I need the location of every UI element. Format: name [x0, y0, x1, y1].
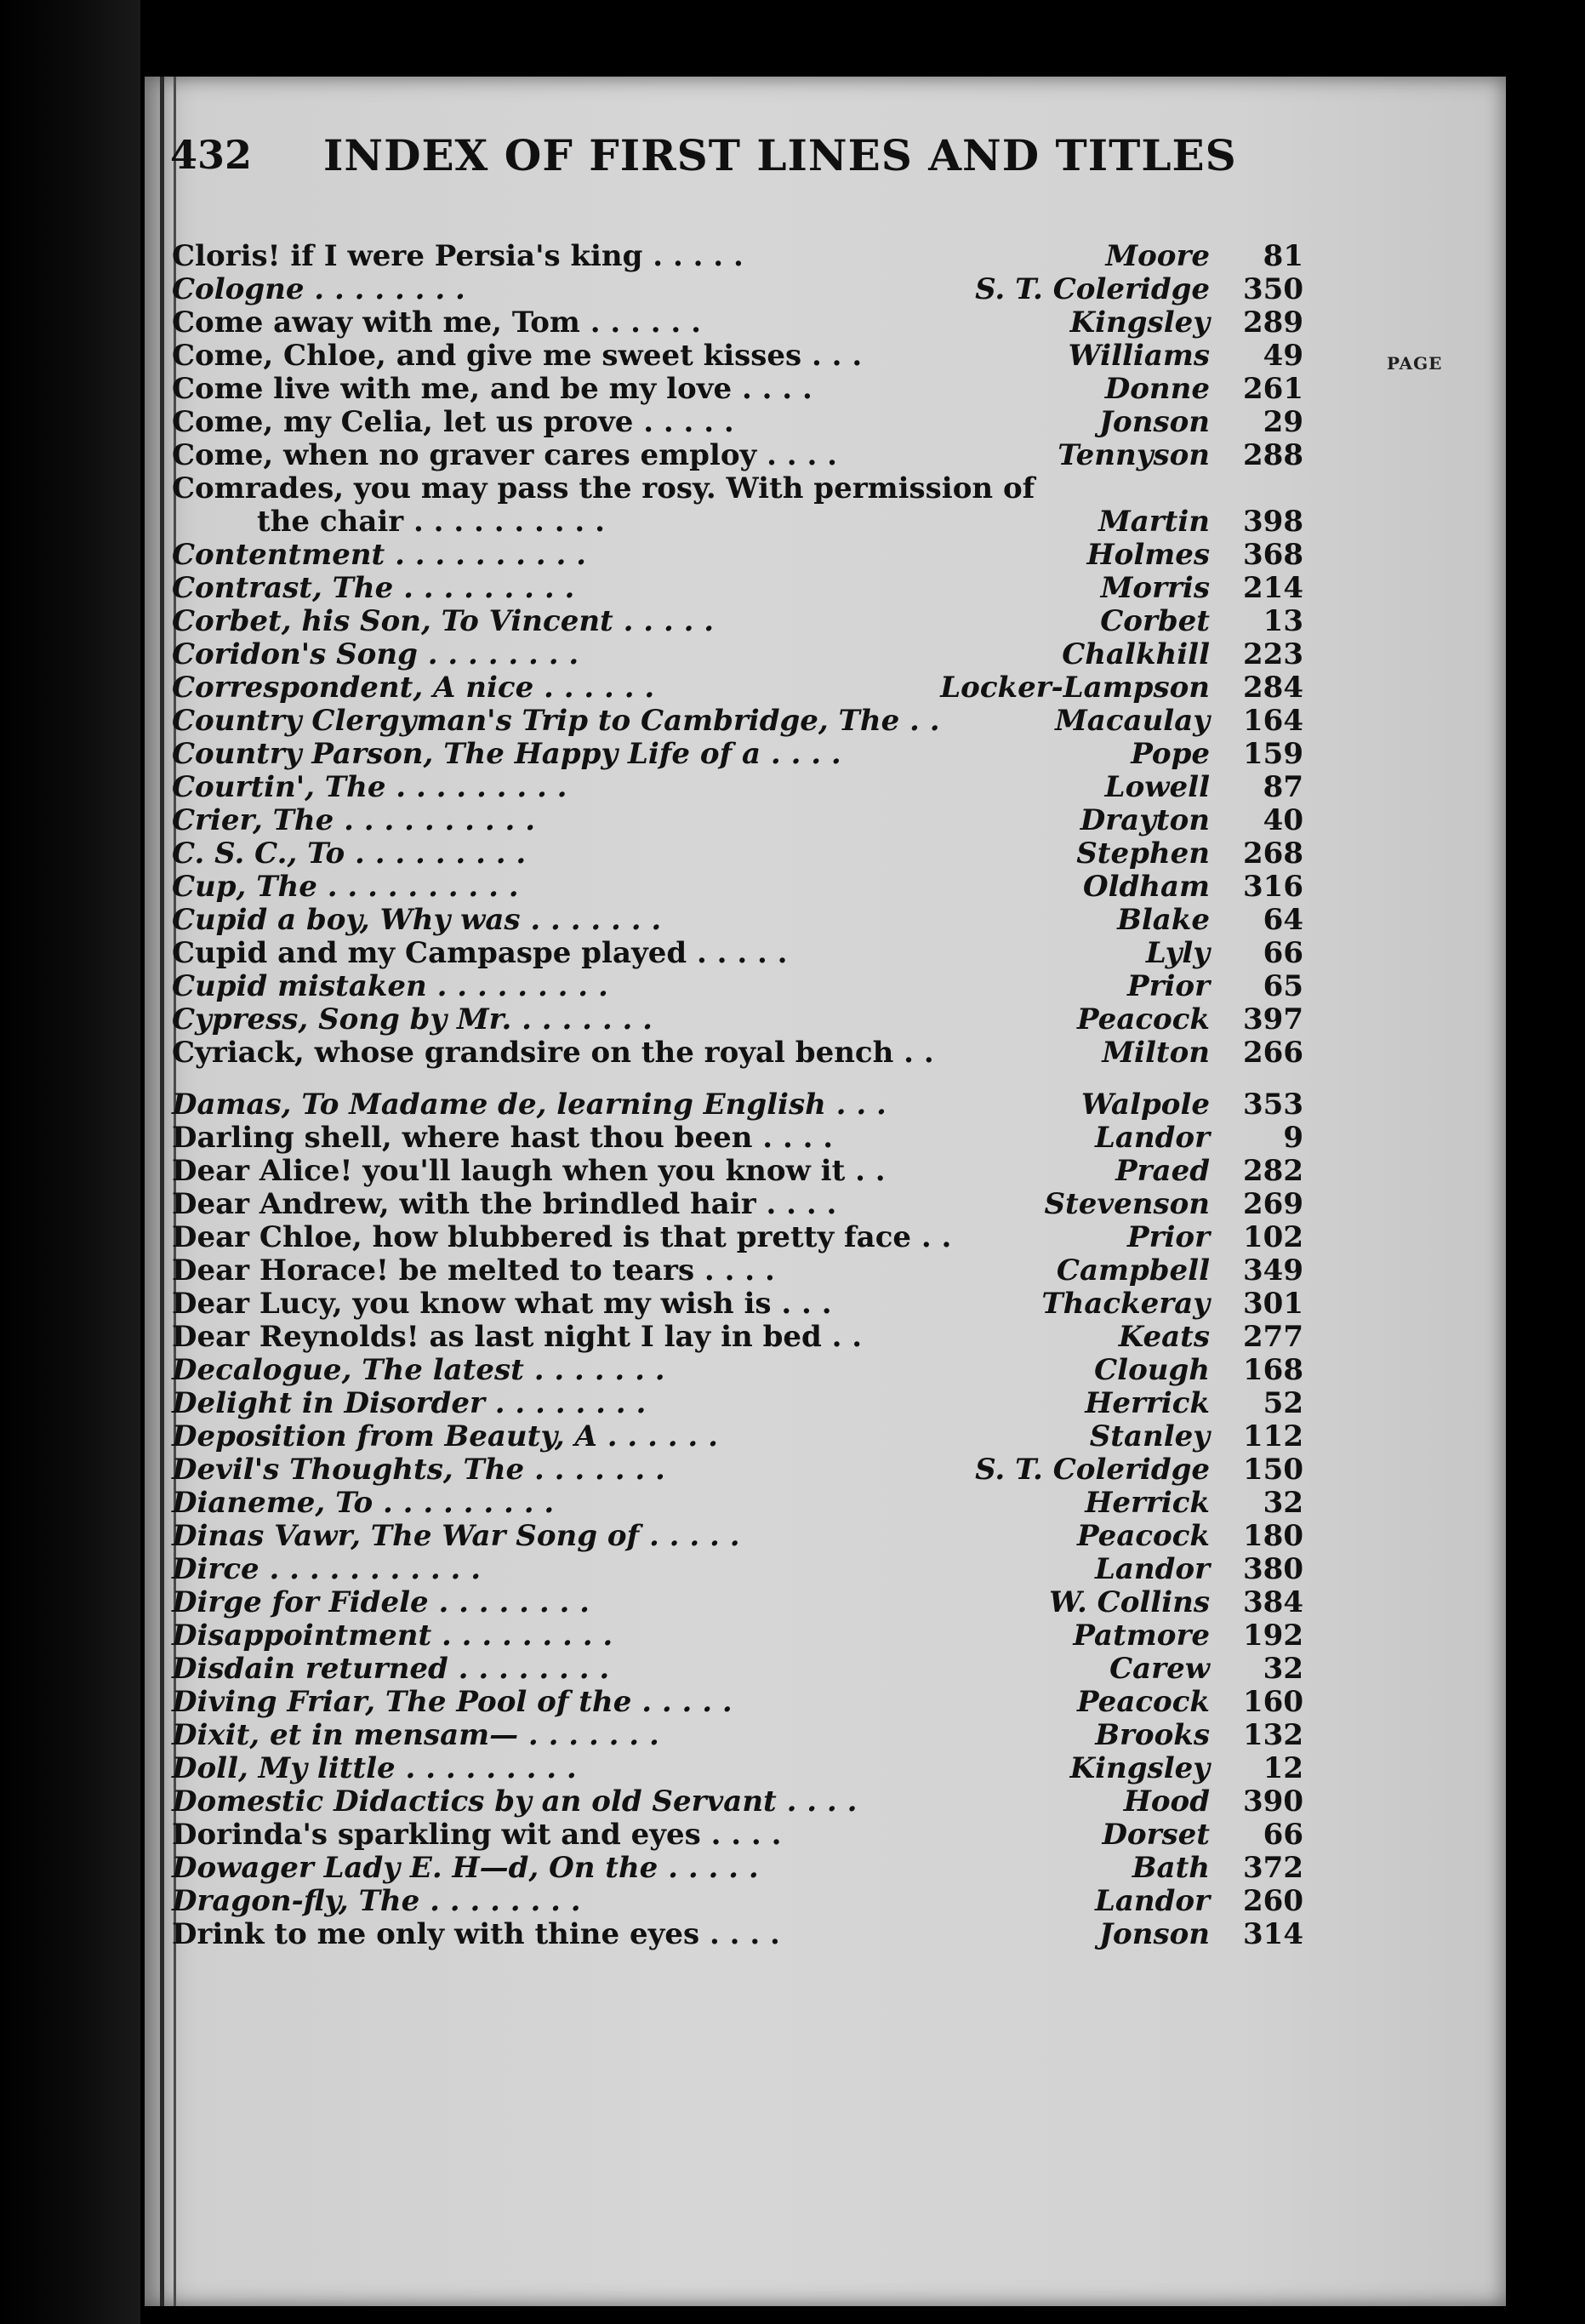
entry-title: Come, my Celia, let us prove . . . . . [172, 405, 734, 439]
index-entry [172, 1653, 1303, 1686]
entry-author: Herrick [1085, 1486, 1210, 1520]
entry-page: 13 [1263, 604, 1303, 638]
entry-page: 87 [1263, 770, 1303, 804]
entry-author: Prior [1127, 969, 1210, 1003]
index-entry [172, 306, 1303, 340]
entry-author: Lyly [1145, 936, 1210, 970]
entry-title: C. S. C., To . . . . . . . . . [172, 837, 527, 871]
entry-page: 132 [1243, 1718, 1303, 1752]
index-entry [172, 1188, 1303, 1221]
entry-title: Contentment . . . . . . . . . . [172, 538, 586, 572]
entry-page: 32 [1263, 1486, 1303, 1520]
entry-author: Locker-Lampson [940, 671, 1210, 705]
entry-page: 223 [1243, 637, 1303, 671]
entry-page: 260 [1243, 1884, 1303, 1918]
index-entry [172, 373, 1303, 406]
entry-title: Country Parson, The Happy Life of a . . . . [172, 737, 841, 771]
entry-page: 353 [1243, 1088, 1303, 1122]
entry-page: 180 [1243, 1519, 1303, 1553]
entry-title: Cupid a boy, Why was . . . . . . . [172, 903, 662, 937]
entry-author: Prior [1127, 1220, 1210, 1254]
index-entry [172, 1387, 1303, 1420]
index-entry [172, 871, 1303, 904]
entry-author: Corbet [1100, 604, 1210, 638]
entry-page: 29 [1263, 405, 1303, 439]
entry-title: Diving Friar, The Pool of the . . . . . [172, 1685, 733, 1719]
index-entry [172, 1918, 1303, 1951]
entry-page: 384 [1243, 1585, 1303, 1619]
entry-title: Come live with me, and be my love . . . . [172, 372, 812, 406]
index-entry [172, 605, 1303, 638]
index-entry [172, 1586, 1303, 1619]
entry-page: 32 [1263, 1652, 1303, 1686]
index-entry [172, 671, 1303, 705]
index-entry [172, 1619, 1303, 1653]
entry-author: S. T. Coleridge [975, 1453, 1210, 1487]
entry-title: Dorinda's sparkling wit and eyes . . . . [172, 1818, 782, 1852]
entry-page: 261 [1243, 372, 1303, 406]
entry-page: 81 [1263, 239, 1303, 273]
index-entry [172, 273, 1303, 306]
entry-page: 266 [1243, 1036, 1303, 1070]
entry-page: 284 [1243, 671, 1303, 705]
entry-page: 64 [1263, 903, 1303, 937]
entry-title: Decalogue, The latest . . . . . . . [172, 1353, 665, 1387]
entry-page: 66 [1263, 936, 1303, 970]
entry-title: Dirge for Fidele . . . . . . . . [172, 1585, 590, 1619]
entry-author: Tennyson [1058, 438, 1210, 472]
index-entry [172, 1719, 1303, 1752]
entry-author: Morris [1100, 571, 1210, 605]
entry-page: 9 [1283, 1121, 1303, 1155]
entry-author: Martin [1098, 505, 1210, 539]
entry-title: Come, when no graver cares employ . . . . [172, 438, 837, 472]
entry-page: 66 [1263, 1818, 1303, 1852]
entry-page: 102 [1243, 1220, 1303, 1254]
entry-author: Brooks [1095, 1718, 1210, 1752]
index-entry [172, 539, 1303, 572]
entry-author: Dorset [1102, 1818, 1210, 1852]
entry-title: Dianeme, To . . . . . . . . . [172, 1486, 555, 1520]
entry-author: Stevenson [1044, 1187, 1210, 1221]
spine-edge-line [160, 77, 164, 2306]
index-entry [172, 1885, 1303, 1918]
entry-page: 288 [1243, 438, 1303, 472]
entry-page: 282 [1243, 1154, 1303, 1188]
entry-author: Pope [1131, 737, 1210, 771]
entry-author: Campbell [1056, 1253, 1210, 1288]
entry-author: Keats [1118, 1320, 1210, 1354]
entry-title: Dixit, et in mensam— . . . . . . . [172, 1718, 659, 1752]
index-entry [172, 472, 1303, 505]
index-entry [172, 1686, 1303, 1719]
entry-page: 349 [1243, 1253, 1303, 1288]
index-entry [172, 1553, 1303, 1586]
entry-author: Praed [1115, 1154, 1210, 1188]
entry-page: 380 [1243, 1552, 1303, 1586]
entry-author: Peacock [1077, 1519, 1210, 1553]
index-entry [172, 1003, 1303, 1036]
index-entry [172, 638, 1303, 671]
index-entry [172, 1122, 1303, 1155]
entry-author: Kingsley [1069, 305, 1210, 340]
entry-title: Cyriack, whose grandsire on the royal bench . . [172, 1036, 934, 1070]
entry-author: Oldham [1082, 870, 1210, 904]
entry-title: Cupid and my Campaspe played . . . . . [172, 936, 788, 970]
entry-page: 112 [1243, 1419, 1303, 1453]
index-entry [172, 1420, 1303, 1453]
entry-author: Blake [1117, 903, 1210, 937]
entry-author: Donne [1104, 372, 1210, 406]
index-entry [172, 1453, 1303, 1487]
entry-author: Kingsley [1069, 1751, 1210, 1785]
entry-title: Domestic Didactics by an old Servant . . . . [172, 1784, 858, 1819]
index-entry [172, 970, 1303, 1003]
entry-author: Bath [1132, 1851, 1210, 1885]
entry-title: Contrast, The . . . . . . . . . [172, 571, 575, 605]
entry-title: Cup, The . . . . . . . . . . [172, 870, 519, 904]
entry-author: Chalkhill [1062, 637, 1210, 671]
entry-author: Jonson [1098, 1917, 1210, 1951]
entry-page: 350 [1243, 272, 1303, 306]
entry-page: 398 [1243, 505, 1303, 539]
entry-page: 390 [1243, 1784, 1303, 1819]
entry-author: Thackeray [1041, 1287, 1210, 1321]
entry-author: Landor [1094, 1552, 1210, 1586]
entry-page: 269 [1243, 1187, 1303, 1221]
index-entry [172, 1088, 1303, 1122]
entry-title: Crier, The . . . . . . . . . . [172, 803, 536, 837]
entry-author: Milton [1102, 1036, 1210, 1070]
index-entry [172, 1288, 1303, 1321]
entry-title: Dirce . . . . . . . . . . . [172, 1552, 482, 1586]
page-title: INDEX OF FIRST LINES AND TITLES [323, 130, 1237, 180]
entry-page: 65 [1263, 969, 1303, 1003]
entry-title: Dowager Lady E. H—d, On the . . . . . [172, 1851, 759, 1885]
entry-page: 40 [1263, 803, 1303, 837]
page-column-label: PAGE [1387, 353, 1443, 374]
entry-title: Country Clergyman's Trip to Cambridge, The . . [172, 704, 940, 738]
entry-page: 12 [1263, 1751, 1303, 1785]
entry-page: 268 [1243, 837, 1303, 871]
entry-author: Landor [1094, 1884, 1210, 1918]
entry-title: Coridon's Song . . . . . . . . [172, 637, 579, 671]
entry-author: Walpole [1080, 1088, 1210, 1122]
entry-author: Stanley [1089, 1419, 1210, 1453]
entry-page: 372 [1243, 1851, 1303, 1885]
entry-author: Drayton [1080, 803, 1210, 837]
entry-author: Hood [1123, 1784, 1210, 1819]
index-entry [172, 439, 1303, 472]
index-entry [172, 1487, 1303, 1520]
entry-title: Come, Chloe, and give me sweet kisses . . . [172, 339, 863, 373]
index-entry [172, 1520, 1303, 1553]
entry-title: Corbet, his Son, To Vincent . . . . . [172, 604, 715, 638]
entry-title: Dear Chloe, how blubbered is that pretty face . . [172, 1220, 952, 1254]
index-list [172, 240, 1303, 1951]
entry-page: 316 [1243, 870, 1303, 904]
entry-title: Comrades, you may pass the rosy. With permission of [172, 471, 1035, 505]
entry-title: Dear Lucy, you know what my wish is . . . [172, 1287, 832, 1321]
entry-page: 214 [1243, 571, 1303, 605]
entry-author: Lowell [1104, 770, 1210, 804]
entry-title: Dear Reynolds! as last night I lay in bed . . [172, 1320, 863, 1354]
index-entry [172, 1354, 1303, 1387]
entry-page: 49 [1263, 339, 1303, 373]
index-entry [172, 705, 1303, 738]
entry-page: 168 [1243, 1353, 1303, 1387]
entry-author: Herrick [1085, 1386, 1210, 1420]
entry-author: Macaulay [1055, 704, 1210, 738]
entry-page: 164 [1243, 704, 1303, 738]
entry-title: Courtin', The . . . . . . . . . [172, 770, 567, 804]
entry-title: Come away with me, Tom . . . . . . [172, 305, 701, 340]
entry-page: 160 [1243, 1685, 1303, 1719]
entry-title: Darling shell, where hast thou been . . . . [172, 1121, 834, 1155]
index-entry [172, 1785, 1303, 1819]
entry-title: Dear Horace! be melted to tears . . . . [172, 1253, 775, 1288]
entry-author: Patmore [1073, 1619, 1210, 1653]
entry-page: 368 [1243, 538, 1303, 572]
entry-page: 397 [1243, 1002, 1303, 1036]
entry-title: Dinas Vawr, The War Song of . . . . . [172, 1519, 740, 1553]
page-number: 432 [170, 132, 253, 178]
entry-title: Dear Andrew, with the brindled hair . . . . [172, 1187, 837, 1221]
entry-page: 52 [1263, 1386, 1303, 1420]
index-entry [172, 1036, 1303, 1070]
entry-title: Delight in Disorder . . . . . . . . [172, 1386, 647, 1420]
index-entry [172, 904, 1303, 937]
entry-page: 159 [1243, 737, 1303, 771]
entry-page: 301 [1243, 1287, 1303, 1321]
entry-title: Dear Alice! you'll laugh when you know it . . [172, 1154, 886, 1188]
entry-page: 192 [1243, 1619, 1303, 1653]
index-entry [172, 1852, 1303, 1885]
entry-author: Stephen [1076, 837, 1210, 871]
entry-title: Doll, My little . . . . . . . . . [172, 1751, 577, 1785]
entry-page: 289 [1243, 305, 1303, 340]
index-entry [172, 240, 1303, 273]
binding-shadow [0, 0, 140, 2324]
index-entry [172, 406, 1303, 439]
index-entry [172, 1221, 1303, 1254]
entry-page: 277 [1243, 1320, 1303, 1354]
index-entry [172, 771, 1303, 804]
entry-title: Disdain returned . . . . . . . . [172, 1652, 610, 1686]
entry-author: Williams [1068, 339, 1210, 373]
entry-title: Deposition from Beauty, A . . . . . . [172, 1419, 718, 1453]
entry-title: the chair . . . . . . . . . . [257, 505, 605, 539]
entry-title: Devil's Thoughts, The . . . . . . . [172, 1453, 665, 1487]
entry-title: Cloris! if I were Persia's king . . . . . [172, 239, 744, 273]
entry-author: Carew [1109, 1652, 1210, 1686]
index-entry [172, 1155, 1303, 1188]
entry-page: 314 [1243, 1917, 1303, 1951]
entry-title: Drink to me only with thine eyes . . . . [172, 1917, 780, 1951]
index-entry [172, 572, 1303, 605]
index-entry [172, 1819, 1303, 1852]
index-entry [172, 505, 1303, 539]
index-entry [172, 1321, 1303, 1354]
entry-author: Landor [1094, 1121, 1210, 1155]
entry-author: Jonson [1098, 405, 1210, 439]
entry-author: W. Collins [1049, 1585, 1210, 1619]
entry-author: Peacock [1077, 1685, 1210, 1719]
index-entry [172, 1254, 1303, 1288]
entry-title: Dragon-fly, The . . . . . . . . [172, 1884, 581, 1918]
entry-page: 150 [1243, 1453, 1303, 1487]
entry-author: Holmes [1086, 538, 1210, 572]
index-entry [172, 738, 1303, 771]
index-entry [172, 837, 1303, 871]
index-entry [172, 804, 1303, 837]
index-entry [172, 937, 1303, 970]
entry-title: Cologne . . . . . . . . [172, 272, 465, 306]
index-entry [172, 1752, 1303, 1785]
entry-author: S. T. Coleridge [975, 272, 1210, 306]
entry-author: Clough [1094, 1353, 1210, 1387]
entry-title: Disappointment . . . . . . . . . [172, 1619, 613, 1653]
index-entry [172, 340, 1303, 373]
entry-author: Moore [1105, 239, 1210, 273]
entry-title: Damas, To Madame de, learning English . . . [172, 1088, 887, 1122]
entry-title: Correspondent, A nice . . . . . . [172, 671, 655, 705]
entry-author: Peacock [1077, 1002, 1210, 1036]
entry-title: Cupid mistaken . . . . . . . . . [172, 969, 608, 1003]
entry-title: Cypress, Song by Mr. . . . . . . . [172, 1002, 653, 1036]
